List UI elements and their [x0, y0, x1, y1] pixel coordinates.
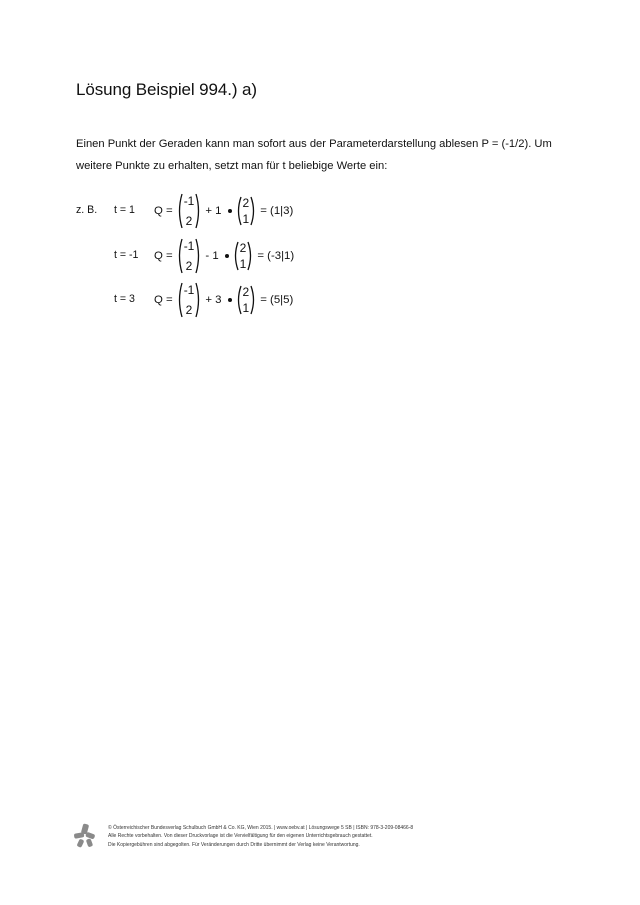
direction-vector	[233, 238, 254, 274]
vector-component: -1	[183, 239, 195, 253]
direction-vector	[236, 282, 257, 318]
result: = (5|5)	[260, 294, 294, 306]
footer-line-2: Alle Rechte vorbehalten. Von dieser Druckvorlage ist die Vervielfältigung für den eigenen Unterrichtsgebrauch gestattet.	[108, 833, 373, 840]
example-row-3	[0, 280, 640, 320]
equation	[151, 236, 297, 276]
q-label: Q =	[154, 250, 173, 262]
right-paren-icon	[195, 238, 201, 274]
q-label: Q =	[154, 294, 173, 306]
q-label: Q =	[154, 205, 173, 217]
parameter-value: t = -1	[114, 249, 139, 261]
example-prefix: z. B.	[76, 204, 98, 216]
vector-component: 2	[242, 285, 250, 299]
parameter-value: t = 3	[114, 293, 135, 305]
right-paren-icon	[250, 285, 256, 315]
operator: + 3	[205, 294, 222, 306]
vector-component: 2	[242, 196, 250, 210]
right-paren-icon	[195, 282, 201, 318]
intro-paragraph	[76, 133, 566, 177]
intro-line-2: weitere Punkte zu erhalten, setzt man für t beliebige Werte ein:	[76, 160, 388, 172]
vector-component: 2	[239, 241, 247, 255]
publisher-logo-icon	[72, 822, 98, 848]
example-row-2	[0, 236, 640, 276]
equation	[151, 191, 296, 231]
copyright-footer	[108, 824, 413, 849]
result: = (1|3)	[260, 205, 294, 217]
operator: + 1	[205, 205, 222, 217]
right-paren-icon	[195, 193, 201, 229]
parameter-value: t = 1	[114, 204, 135, 216]
footer-line-3: Die Kopiergebühren sind abgegolten. Für Veränderungen durch Dritte übernimmt der Verlag keine Verantwortung.	[108, 841, 360, 848]
position-vector	[177, 193, 202, 229]
right-paren-icon	[250, 196, 256, 226]
vector-component: -1	[183, 283, 195, 297]
vector-component: 2	[185, 259, 193, 273]
equation	[151, 280, 296, 320]
direction-vector	[236, 193, 257, 229]
right-paren-icon	[247, 241, 253, 271]
intro-line-1: Einen Punkt der Geraden kann man sofort aus der Parameterdarstellung ablesen P = (-1/2). Um	[76, 138, 552, 150]
multiply-dot-icon	[228, 209, 232, 213]
vector-component: 1	[239, 257, 247, 271]
vector-component: -1	[183, 194, 195, 208]
multiply-dot-icon	[225, 254, 229, 258]
vector-component: 1	[242, 212, 250, 226]
operator: - 1	[205, 250, 219, 262]
result: = (-3|1)	[257, 250, 295, 262]
footer-line-1: © Österreichischer Bundesverlag Schulbuch GmbH & Co. KG, Wien 2015. | www.oebv.at | Lösungswege 5 SB | ISBN: 978-3-209-08466-8	[108, 825, 414, 831]
vector-component: 2	[185, 303, 193, 317]
multiply-dot-icon	[228, 298, 232, 302]
page-title: Lösung Beispiel 994.) a)	[76, 80, 257, 99]
position-vector	[177, 282, 202, 318]
position-vector	[177, 238, 202, 274]
vector-component: 1	[242, 301, 250, 315]
example-row-1	[0, 191, 640, 231]
vector-component: 2	[185, 214, 193, 228]
